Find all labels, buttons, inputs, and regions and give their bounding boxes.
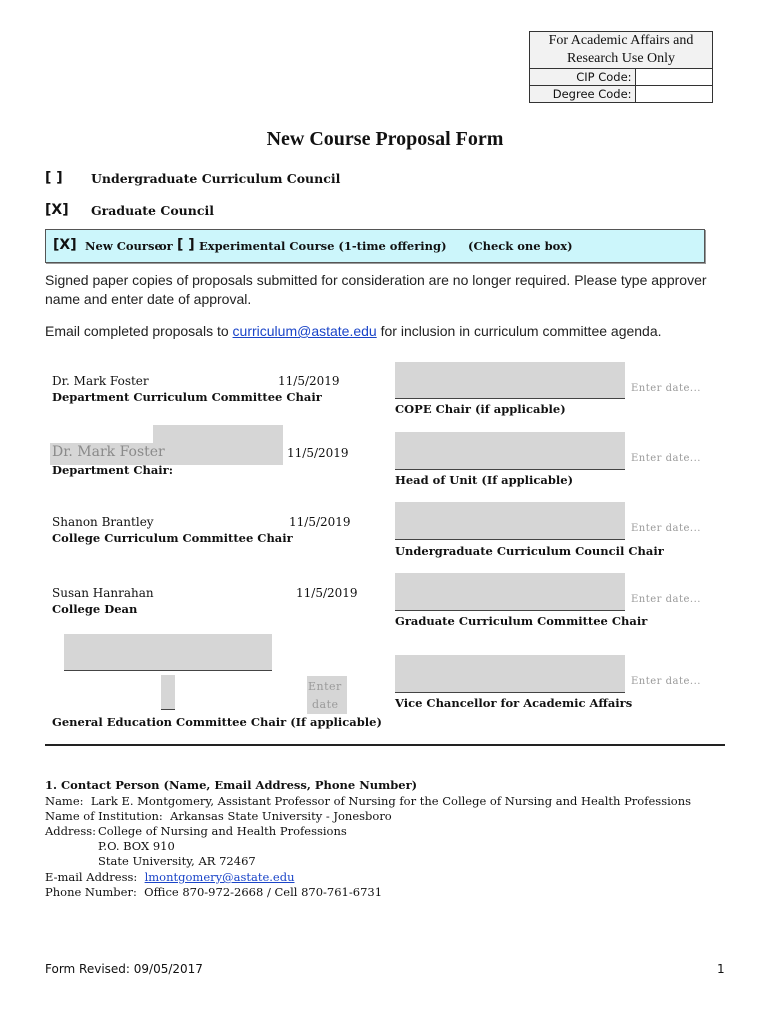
institution-label: Name of Institution:: [45, 809, 163, 823]
address-line: State University, AR 72467: [98, 854, 256, 868]
section-divider: [45, 744, 725, 746]
signer-role: Graduate Curriculum Committee Chair: [395, 614, 648, 628]
gcc-chair-signature-field[interactable]: [395, 573, 625, 611]
gen-ed-name-field[interactable]: [161, 675, 175, 710]
new-course-checkbox[interactable]: [X]: [53, 237, 77, 253]
email-instructions: [45, 322, 725, 341]
enter-date-placeholder[interactable]: Enter date...: [631, 453, 701, 464]
degree-code-field[interactable]: [635, 86, 712, 103]
signer-role: Undergraduate Curriculum Council Chair: [395, 544, 664, 558]
approver-role: Department Curriculum Committee Chair: [52, 390, 322, 404]
approval-date[interactable]: 11/5/2019: [287, 446, 349, 460]
address-line: P.O. BOX 910: [98, 839, 175, 853]
office-use-table: [529, 31, 713, 103]
degree-code-label: Degree Code:: [530, 86, 636, 103]
enter-date-placeholder[interactable]: Enter date...: [631, 523, 701, 534]
phone-label: Phone Number:: [45, 885, 137, 899]
enter-date-placeholder: Enter: [308, 680, 342, 693]
contact-heading: 1. Contact Person (Name, Email Address, Phone Number): [45, 778, 418, 792]
undergrad-council-checkbox[interactable]: [ ]: [45, 170, 63, 186]
approver-role: Department Chair:: [52, 463, 173, 477]
address-line: College of Nursing and Health Professions: [98, 824, 347, 838]
cip-code-label: CIP Code:: [530, 69, 636, 86]
vc-signature-field[interactable]: [395, 655, 625, 693]
contact-name-row: [45, 794, 691, 809]
enter-date-placeholder: date: [312, 698, 339, 711]
signature-field[interactable]: [153, 425, 283, 465]
signer-role: COPE Chair (if applicable): [395, 402, 566, 416]
institution-row: [45, 809, 392, 824]
cip-code-field[interactable]: [635, 69, 712, 86]
experimental-course-label: Experimental Course (1-time offering): [199, 239, 447, 253]
contact-name-value: Lark E. Montgomery, Assistant Professor of Nursing for the College of Nursing and Health Professions: [90, 794, 692, 808]
approver-name[interactable]: Dr. Mark Foster: [52, 374, 149, 388]
email-row: [45, 870, 295, 885]
approval-date[interactable]: 11/5/2019: [289, 515, 351, 529]
or-label: or: [159, 239, 173, 253]
signer-role: Head of Unit (If applicable): [395, 473, 574, 487]
approval-date[interactable]: 11/5/2019: [296, 586, 358, 600]
new-course-label: New Course: [85, 239, 162, 253]
phone-value: Office 870-972-2668 / Cell 870-761-6731: [144, 885, 383, 899]
phone-row: [45, 885, 382, 900]
approver-name[interactable]: Susan Hanrahan: [52, 586, 154, 600]
approver-name[interactable]: Dr. Mark Foster: [52, 444, 165, 460]
contact-email-link[interactable]: lmontgomery@astate.edu: [144, 870, 295, 884]
course-type-box: [45, 229, 705, 263]
gen-ed-signature-field[interactable]: [64, 634, 272, 671]
grad-council-label: Graduate Council: [91, 203, 214, 218]
notice-text: Signed paper copies of proposals submitted for consideration are no longer required. Please type approver name and enter date of approval.: [45, 272, 707, 307]
gen-ed-role: General Education Committee Chair (If applicable): [52, 715, 382, 729]
curriculum-email-link[interactable]: curriculum@astate.edu: [232, 323, 377, 339]
check-one-hint: (Check one box): [468, 239, 573, 253]
enter-date-placeholder[interactable]: Enter date...: [631, 594, 701, 605]
form-revised-date: Form Revised: 09/05/2017: [45, 962, 203, 976]
approver-role: College Curriculum Committee Chair: [52, 531, 293, 545]
email-label: E-mail Address:: [45, 870, 138, 884]
unit-head-signature-field[interactable]: [395, 432, 625, 470]
page-title: New Course Proposal Form: [266, 128, 504, 150]
signer-role: Vice Chancellor for Academic Affairs: [395, 696, 633, 710]
email-suffix: for inclusion in curriculum committee agenda.: [376, 323, 662, 339]
approval-date[interactable]: 11/5/2019: [278, 374, 340, 388]
experimental-course-checkbox[interactable]: [ ]: [177, 237, 195, 253]
approver-name[interactable]: Shanon Brantley: [52, 515, 154, 529]
approver-role: College Dean: [52, 602, 138, 616]
enter-date-placeholder[interactable]: Enter date...: [631, 383, 701, 394]
email-prefix: Email completed proposals to: [45, 323, 233, 339]
undergrad-council-label: Undergraduate Curriculum Council: [91, 171, 341, 186]
page-number: 1: [717, 962, 725, 976]
grad-council-checkbox[interactable]: [X]: [45, 202, 69, 218]
address-label: Address:: [45, 824, 97, 838]
office-use-header: For Academic Affairs and Research Use Only: [530, 32, 713, 69]
enter-date-placeholder[interactable]: Enter date...: [631, 676, 701, 687]
ucc-chair-signature-field[interactable]: [395, 502, 625, 540]
cope-signature-field[interactable]: [395, 362, 625, 399]
institution-value: Arkansas State University - Jonesboro: [170, 809, 392, 823]
contact-name-label: Name:: [45, 794, 84, 808]
